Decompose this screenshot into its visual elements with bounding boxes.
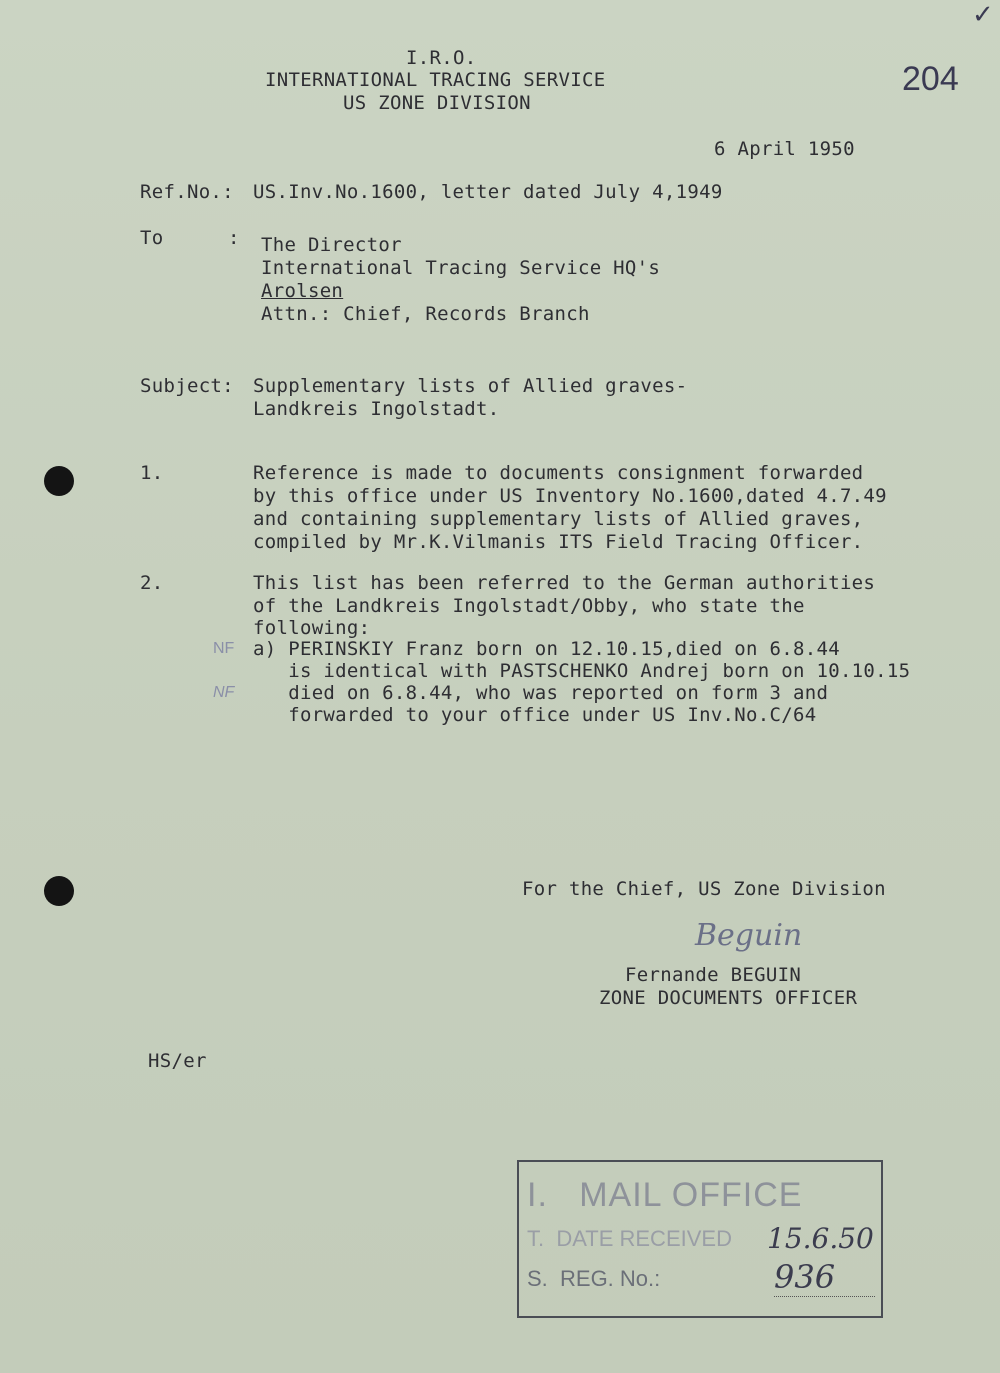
signatory-title: ZONE DOCUMENTS OFFICER <box>599 987 858 1009</box>
punch-hole-top <box>44 466 74 496</box>
to-label: To <box>140 227 164 249</box>
para1-number: 1. <box>140 462 164 484</box>
stamp-reg-value: 936 <box>774 1258 875 1297</box>
letterhead-division: US ZONE DIVISION <box>343 92 531 114</box>
typist-initials: HS/er <box>148 1050 207 1072</box>
handwritten-signature: Beguin <box>695 918 803 953</box>
stamp-title: I. MAIL OFFICE <box>527 1176 803 1214</box>
stamp-date-label: T. DATE RECEIVED <box>527 1226 732 1251</box>
check-mark: ✓ <box>972 0 994 30</box>
para2-line: This list has been referred to the German authorities <box>253 572 876 594</box>
signature-for-line: For the Chief, US Zone Division <box>522 878 886 900</box>
item-line: died on 6.8.44, who was reported on form 3 and <box>253 682 829 704</box>
para1-line: and containing supplementary lists of Allied graves, <box>253 508 864 530</box>
margin-note: NF <box>213 684 235 701</box>
subject-label: Subject: <box>140 375 234 397</box>
para2-line: of the Landkreis Ingolstadt/Obby, who state the <box>253 595 805 617</box>
mail-office-stamp <box>517 1160 883 1318</box>
para1-line: compiled by Mr.K.Vilmanis ITS Field Tracing Officer. <box>253 531 864 553</box>
para1-line: by this office under US Inventory No.1600,dated 4.7.49 <box>253 485 887 507</box>
margin-note: NF <box>213 640 235 657</box>
letterhead-org: I.R.O. <box>406 47 477 69</box>
item-line: a) PERINSKIY Franz born on 12.10.15,died on 6.8.44 <box>253 638 840 660</box>
signatory-name: Fernande BEGUIN <box>625 964 802 986</box>
to-colon: : <box>228 227 240 249</box>
to-line-city: Arolsen <box>261 280 344 302</box>
para2-line: following: <box>253 617 371 639</box>
stamp-date-value: 15.6.50 <box>767 1222 874 1255</box>
item-line: is identical with PASTSCHENKO Andrej born on 10.10.15 <box>253 660 911 682</box>
letterhead-service: INTERNATIONAL TRACING SERVICE <box>265 69 606 91</box>
ref-text: US.Inv.No.1600, letter dated July 4,1949 <box>253 181 723 203</box>
to-line-attention: Attn.: Chief, Records Branch <box>261 303 590 325</box>
subject-line-1: Supplementary lists of Allied graves- <box>253 375 688 397</box>
ref-label: Ref.No.: <box>140 181 234 203</box>
document-number: 204 <box>902 60 959 98</box>
punch-hole-bottom <box>44 876 74 906</box>
letter-date: 6 April 1950 <box>714 138 855 160</box>
subject-line-2: Landkreis Ingolstadt. <box>253 398 500 420</box>
to-line-director: The Director <box>261 234 402 256</box>
para2-number: 2. <box>140 572 164 594</box>
para1-line: Reference is made to documents consignment forwarded <box>253 462 864 484</box>
to-line-its-hq: International Tracing Service HQ's <box>261 257 661 279</box>
stamp-reg-label: S. REG. No.: <box>527 1266 661 1291</box>
item-line: forwarded to your office under US Inv.No.C/64 <box>253 704 817 726</box>
